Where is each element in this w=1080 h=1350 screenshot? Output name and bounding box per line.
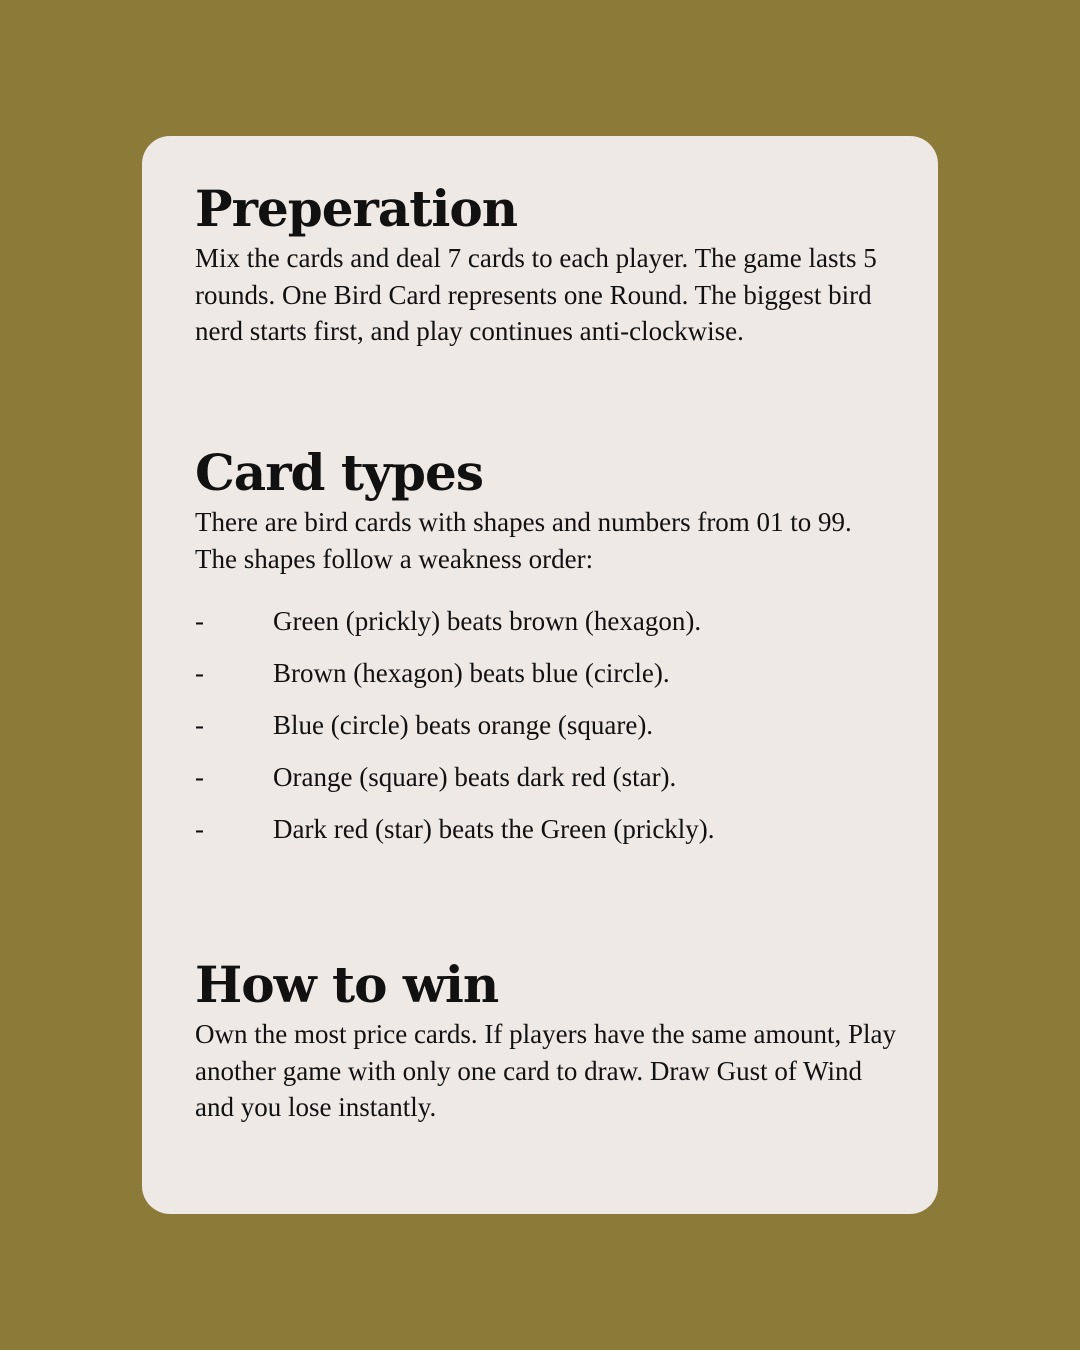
rule-text: Green (prickly) beats brown (hexagon). bbox=[273, 606, 702, 636]
card-types-heading: Card types bbox=[195, 443, 483, 502]
bullet-dash: - bbox=[195, 762, 204, 792]
section-how-to-win bbox=[195, 954, 898, 1126]
list-item bbox=[195, 655, 898, 691]
preparation-heading: Preperation bbox=[195, 179, 518, 238]
rules-card bbox=[142, 136, 938, 1214]
rule-text: Blue (circle) beats orange (square). bbox=[273, 710, 654, 740]
list-item bbox=[195, 811, 898, 847]
section-card-types bbox=[195, 442, 898, 863]
rule-text: Brown (hexagon) beats blue (circle). bbox=[273, 658, 670, 688]
weakness-order-list bbox=[195, 603, 898, 847]
bullet-dash: - bbox=[195, 814, 204, 844]
rule-text: Orange (square) beats dark red (star). bbox=[273, 762, 677, 792]
bullet-dash: - bbox=[195, 710, 204, 740]
how-to-win-text: Own the most price cards. If players have the same amount, Play another game with only one card to draw. Draw Gust of Wind and you lose instantly. bbox=[195, 1019, 897, 1122]
list-item bbox=[195, 759, 898, 795]
preparation-text: Mix the cards and deal 7 cards to each player. The game lasts 5 rounds. One Bird Card represents one Round. The biggest bird nerd starts first, and play continues anti-clockwise. bbox=[195, 243, 877, 346]
bullet-dash: - bbox=[195, 606, 204, 636]
card-types-text: There are bird cards with shapes and numbers from 01 to 99. The shapes follow a weakness order: bbox=[195, 507, 852, 574]
how-to-win-heading: How to win bbox=[195, 955, 499, 1014]
rule-text: Dark red (star) beats the Green (prickly). bbox=[273, 814, 715, 844]
list-item bbox=[195, 707, 898, 743]
bullet-dash: - bbox=[195, 658, 204, 688]
section-preparation bbox=[195, 178, 898, 350]
list-item bbox=[195, 603, 898, 639]
